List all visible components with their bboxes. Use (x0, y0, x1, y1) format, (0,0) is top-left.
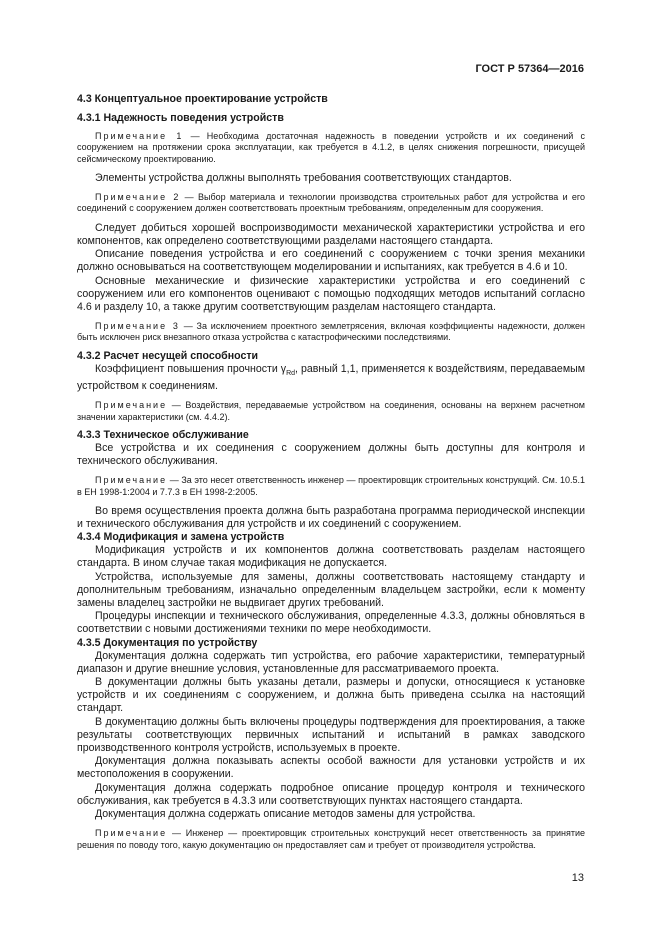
paragraph: Устройства, используемые для замены, должны соответствовать настоящему стандарту и дополнительным требованиям, изначально определенным владельцем застройки, если к моменту замены владелец застройки не выдвигает других требований. (77, 570, 585, 610)
note-label: Примечание 2 (95, 192, 181, 203)
section-4-3-3-title: 4.3.3 Техническое обслуживание (77, 428, 249, 441)
note-3: Примечание 3 — За исключением проектного землетрясения, включая коэффициенты надежности, должен быть исключен риск внезапного отказа устройства с катастрофическими последствиями. (77, 321, 585, 343)
note-label: Примечание (95, 400, 168, 411)
document-body (77, 93, 585, 851)
paragraph: Коэффициент повышения прочности $\gamma_{Rd}$, равный 1,1, применяется к воздействиям, передаваемым устройством к соединениям. (77, 362, 585, 393)
section-4-3-5-title: 4.3.5 Документация по устройству (77, 636, 258, 649)
paragraph: В документацию должны быть включены процедуры подтверждения для проектирования, а также результаты соответствующих первичных испытаний и испытаний в рамках заводского производственного контроля устройств, используемых в проекте. (77, 715, 585, 755)
note-label: Примечание (95, 475, 168, 486)
paragraph: Все устройства и их соединения с сооружением должны быть доступны для контроля и технического обслуживания. (77, 441, 585, 468)
paragraph: Документация должна содержать тип устройства, его рабочие характеристики, температурный диапазон и другие внешние условия, установленные для рассматриваемого проекта. (77, 649, 585, 675)
paragraph: Документация должна содержать описание методов замены для устройства. (95, 808, 476, 821)
paragraph: Документация должна содержать подробное описание процедур контроля и технического обслуживания, как требуется в 4.3.3 или соответствующих пунктах настоящего стандарта. (77, 781, 585, 807)
section-4-3-4-title: 4.3.4 Модификация и замена устройств (77, 531, 285, 544)
note-5: Примечание — За это несет ответственность инженер — проектировщик строительных конструкций. См. 10.5.1 в ЕН 1998-1:2004 и 7.7.3 в ЕН 1998-2:2005. (77, 475, 585, 497)
paragraph: Следует добиться хорошей воспроизводимости механической характеристики устройства и его компонентов, как определено соответствующими разделами настоящего стандарта. (77, 221, 585, 247)
note-label: Примечание 1 (95, 131, 184, 141)
note-label: Примечание 3 (95, 321, 180, 332)
note-2: Примечание 2 — Выбор материала и технологии производства строительных работ для устройства и его соединений с сооружением должен соответствовать проектным требованиям, определенным для сооружения. (77, 192, 585, 214)
note-label: Примечание (95, 828, 168, 839)
paragraph: Процедуры инспекции и технического обслуживания, определенные 4.3.3, должны обновляться в соответствии с новыми достижениями техники по мере необходимости. (77, 610, 585, 636)
document-code: ГОСТ Р 57364—2016 (475, 63, 584, 75)
paragraph: Документация должна показывать аспекты особой важности для установки устройств и их местоположения в сооружении. (77, 755, 585, 781)
section-4-3-2-title: 4.3.2 Расчет несущей способности (77, 349, 259, 362)
paragraph: Основные механические и физические характеристики устройства и его соединений с сооружением или его компонентов оценивают с помощью подходящих методов испытаний согласно 4.6 и разделу 10, а также другим соответствующим разделам настоящего стандарта. (77, 274, 585, 313)
section-4-3-1-title: 4.3.1 Надежность поведения устройств (77, 112, 284, 124)
note-4: Примечание — Воздействия, передаваемые устройством на соединения, основаны на верхнем расчетном значении характеристики (см. 4.4.2). (77, 400, 585, 422)
paragraph: Элементы устройства должны выполнять требования соответствующих стандартов. (95, 171, 512, 184)
note-6: Примечание — Инженер — проектировщик строительных конструкций несет ответственность за принятие решения по поводу того, какую документацию он предоставляет сам и требует от производителя устройства. (77, 828, 585, 850)
paragraph: В документации должны быть указаны детали, размеры и допуски, относящиеся к установке устройств и их соединениям с сооружением, и должна быть приведена ссылка на настоящий стандарт. (77, 676, 585, 715)
note-1: Примечание 1 — Необходима достаточная надежность в поведении устройств и их соединений с сооружением на протяжении срока эксплуатации, как требуется в 4.1.2, в целях снижения погрешности, присущей сейсмическому проектированию. (77, 131, 585, 164)
paragraph: Модификация устройств и их компонентов должна соответствовать разделам настоящего стандарта. В ином случае такая модификация не допускается. (77, 544, 585, 570)
paragraph: Во время осуществления проекта должна быть разработана программа периодической инспекции и технического обслуживания для устройств и их соединений с сооружением. (77, 504, 585, 531)
section-4-3-title: 4.3 Концептуальное проектирование устройств (77, 93, 328, 105)
page-number: 13 (571, 872, 584, 884)
paragraph: Описание поведения устройства и его соединений с сооружением с точки зрения механики должно основываться на соответствующем моделировании и испытаниях, как требуется в 4.6 и 10. (77, 248, 585, 274)
